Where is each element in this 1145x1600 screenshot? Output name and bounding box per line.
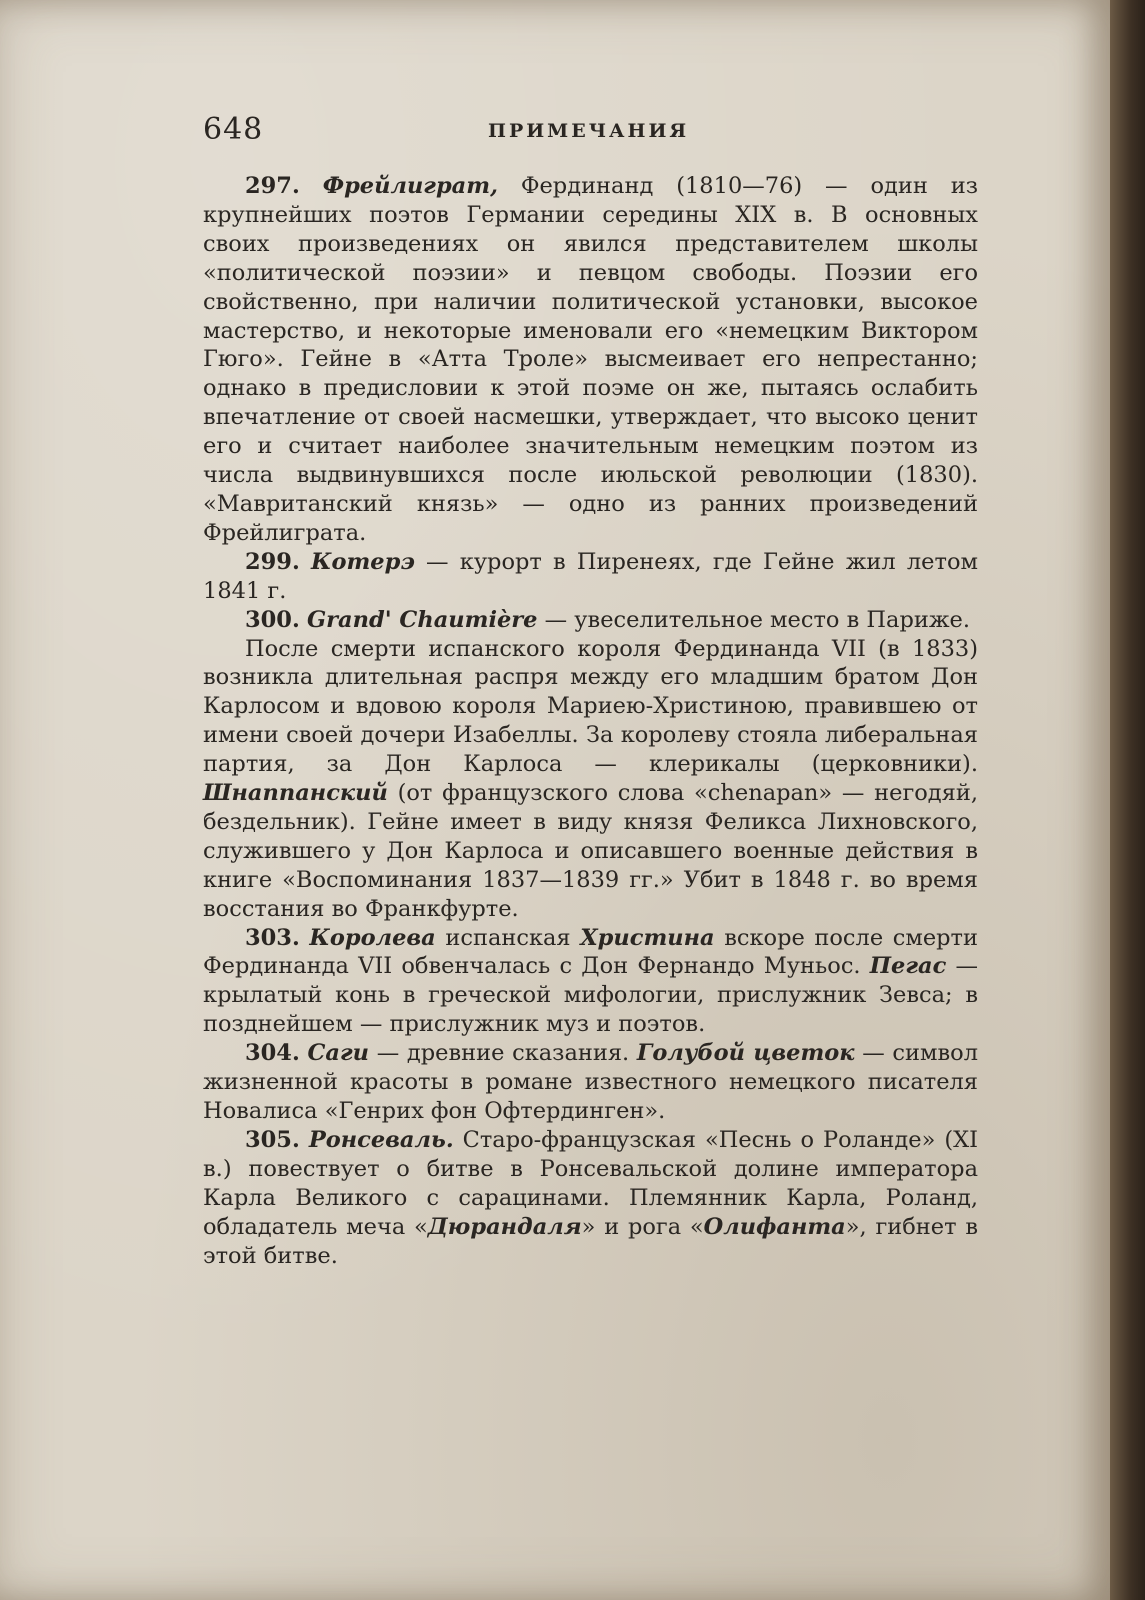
note-term: Саги: [307, 1040, 370, 1067]
note-body: — символ жизненной красоты в романе известного немецкого писателя Новалиса «Генрих фон Офтердинген».: [203, 1040, 979, 1124]
note-number: 303.: [245, 924, 300, 951]
running-head: ПРИМЕЧАНИЯ: [488, 120, 690, 142]
note-297: [203, 172, 978, 548]
note-term: Олифанта: [703, 1213, 846, 1240]
note-body: — увеселительное место в Париже.: [537, 606, 971, 633]
note-term: Фрейлиграт,: [322, 173, 498, 199]
note-number: 299.: [245, 548, 300, 575]
note-304: [203, 1039, 978, 1126]
note-body: вскоре после смерти Фердинанда VII обвенчалась с Дон Фернандо Муньос.: [203, 924, 978, 980]
book-spine: [1110, 0, 1145, 1600]
page-number: 648: [203, 112, 264, 147]
note-body: — курорт в Пиренеях, где Гейне жил летом 1841 г.: [203, 548, 978, 604]
note-body: », гибнет в этой битве.: [203, 1213, 978, 1269]
note-term: Пегас: [869, 953, 947, 980]
note-body: испанская: [435, 924, 581, 951]
note-body: Старо-французская «Песнь о Роланде» (XI в.) повествует о битве в Ронсевальской долине императора Карла Великого с сарацинами. Племянник Карла, Роланд, обладатель меча «: [203, 1126, 979, 1240]
note-body: » и рога «: [581, 1213, 704, 1240]
note-term: Голубой цветок: [636, 1040, 855, 1067]
page-header: [203, 112, 983, 152]
note-body: (от французского слова «chenapan» — негодяй, бездельник). Гейне имеет в виду князя Феликса Лихновского, служившего у Дон Карлоса и описавшего военные действия в книге «Воспоминания 1837—1839 гг.» Убит в 1848 г. во время восстания во Франкфурте.: [203, 780, 978, 922]
note-term: Королева: [309, 924, 436, 951]
note-body: Фердинанд (1810—76) — один из крупнейших поэтов Германии середины XIX в. В основных своих произведениях он явился представителем школы «политической поэзии» и певцом свободы. Поэзии его свойственно, при наличии политической установки, высокое мастерство, и некоторые именовали его «немецким Виктором Гюго». Гейне в «Атта Троле» высмеивает его непрестанно; однако в предисловии к этой поэме он же, пытаясь ослабить впечатление от своей насмешки, утверждает, что высоко ценит его и считает наиболее значительным немецким поэтом из числа выдвинувшихся после июльской революции (1830). «Мавританский князь» — одно из ранних произведений Фрейлиграта.: [203, 173, 979, 546]
note-term: Grand' Chaumière: [306, 606, 538, 633]
note-number: 304.: [245, 1040, 300, 1067]
note-term: Шнаппанский: [203, 780, 388, 807]
note-body: — древние сказания.: [369, 1040, 637, 1067]
note-term: Ронсеваль.: [308, 1126, 454, 1153]
note-term: Котерэ: [311, 548, 415, 575]
note-body: — крылатый конь в греческой мифологии, прислужник Зевса; в позднейшем — прислужник муз и поэтов.: [203, 953, 979, 1038]
note-303: [203, 924, 978, 1040]
note-number: 300.: [245, 606, 300, 633]
note-300: [203, 606, 978, 635]
note-term: Христина: [580, 924, 715, 951]
note-carlist: [203, 635, 978, 924]
note-299: [203, 548, 978, 606]
notes-text: [203, 172, 978, 1270]
note-term: Дюрандаля: [427, 1213, 582, 1240]
note-body: После смерти испанского короля Фердинанда VII (в 1833) возникла длительная распря между его младшим братом Дон Карлосом и вдовою короля Мариею-Христиною, правившею от имени своей дочери Изабеллы. За королеву стояла либеральная партия, за Дон Карлоса — клерикалы (церковники).: [203, 635, 978, 778]
note-number: 297.: [245, 173, 300, 199]
note-number: 305.: [245, 1126, 300, 1153]
note-305: [203, 1126, 978, 1271]
